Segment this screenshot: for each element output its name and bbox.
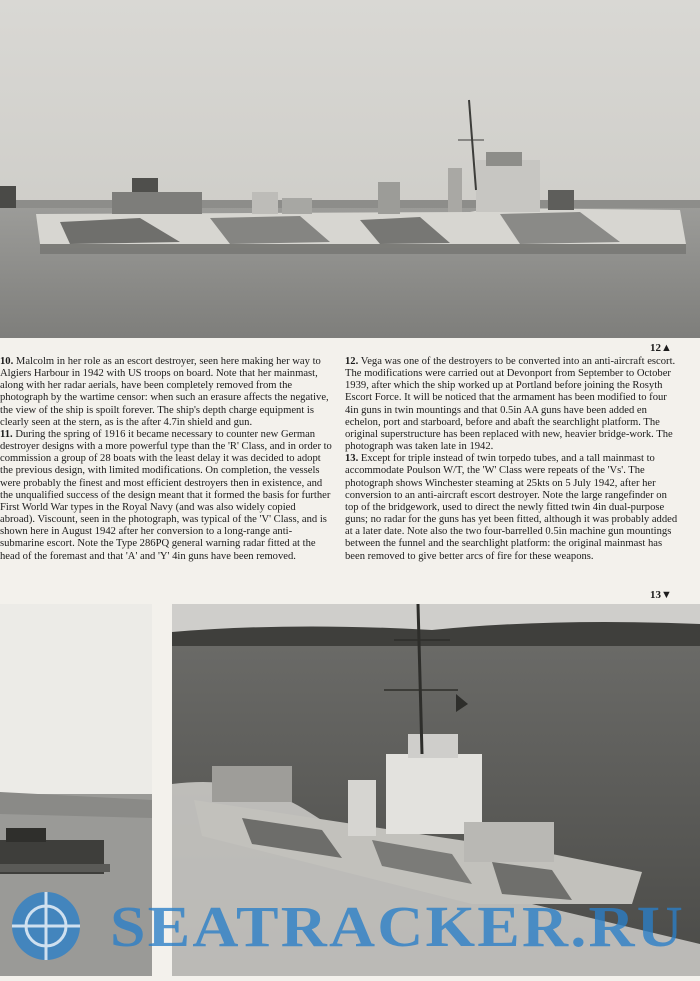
caption-12-number: 12. <box>345 356 359 367</box>
caption-column-right <box>345 356 678 563</box>
caption-10 <box>0 356 333 429</box>
caption-13-number: 13. <box>345 453 359 465</box>
figure-number-13: 13▼ <box>650 589 672 601</box>
caption-11-number: 11. <box>0 428 13 440</box>
caption-10-text: Malcolm in her role as an escort destroyer, seen here making her way to Algiers Harbour in 1942 with US troops on board. Note that her mainmast, along with her radar aerials, have been completely removed from the photograph by the wartime censor: when such an erasure affects the negative, the view of the ship is spoilt forever. The ship's depth charge equipment is clearly seen at the stern, as is the after 4.7in shield and gun. <box>0 356 329 428</box>
photo-vega-destroyer <box>0 0 700 338</box>
photo-winchester-destroyer <box>172 604 700 976</box>
caption-12 <box>345 356 678 453</box>
figure-number-12: 12▲ <box>650 342 672 354</box>
svg-text:SEATRACKER.RU: SEATRACKER.RU <box>110 894 685 959</box>
caption-10-number: 10. <box>0 356 14 367</box>
caption-11-text: During the spring of 1916 it became necessary to counter new German destroyer designs with a more powerful type than the 'R' Class, and in order to commission a group of 28 boats with the least delay it was decided to adopt the previous design, with limited modifications. On completion, the vessels were probably the finest and most efficient destroyers then in existence, and the unqualified success of the design meant that it formed the basis for further First World War types in the Royal Navy (and was also widely copied abroad). Viscount, seen in the photograph, was typical of the 'V' Class, and is shown here in August 1942 after her conversion to a long-range anti-submarine escort. Note the Type 286PQ general warning radar fitted at the head of the foremast and that 'A' and 'Y' 4in guns have been removed. <box>0 428 332 562</box>
caption-13-text: Except for triple instead of twin torpedo tubes, and a tall mainmast to accommodate Poulson W/T, the 'W' Class were repeats of the 'Vs'. The photograph shows Winchester steaming at 25kts on 5 July 1942, after her conversion to an anti-aircraft escort destroyer. Note the large rangefinder on top of the bridgework, used to direct the newly fitted twin 4in dual-purpose guns; no radar for the guns has yet been fitted, although it was probably added at a later date. Note also the two four-barrelled 0.5in machine gun mountings between the funnel and the searchlight platform: the original mainmast has been removed to give better arcs of fire for these weapons. <box>345 453 678 562</box>
caption-12-text: Vega was one of the destroyers to be converted into an anti-aircraft escort. The modifications were carried out at Devonport from September to October 1939, after which the ship worked up at Portland before joining the Rosyth Escort Force. It will be noticed that the armament has been modified to four 4in guns in twin mountings and that 0.5in AA guns have been added en echelon, port and starboard, before and abaft the searchlight platform. The original superstructure has been replaced with new, heavier bridge-work. The photograph was taken late in 1942. <box>345 356 676 453</box>
caption-column-left <box>0 356 333 563</box>
photo-partial-escort <box>0 604 152 976</box>
caption-11 <box>0 429 333 563</box>
caption-13 <box>345 453 678 562</box>
